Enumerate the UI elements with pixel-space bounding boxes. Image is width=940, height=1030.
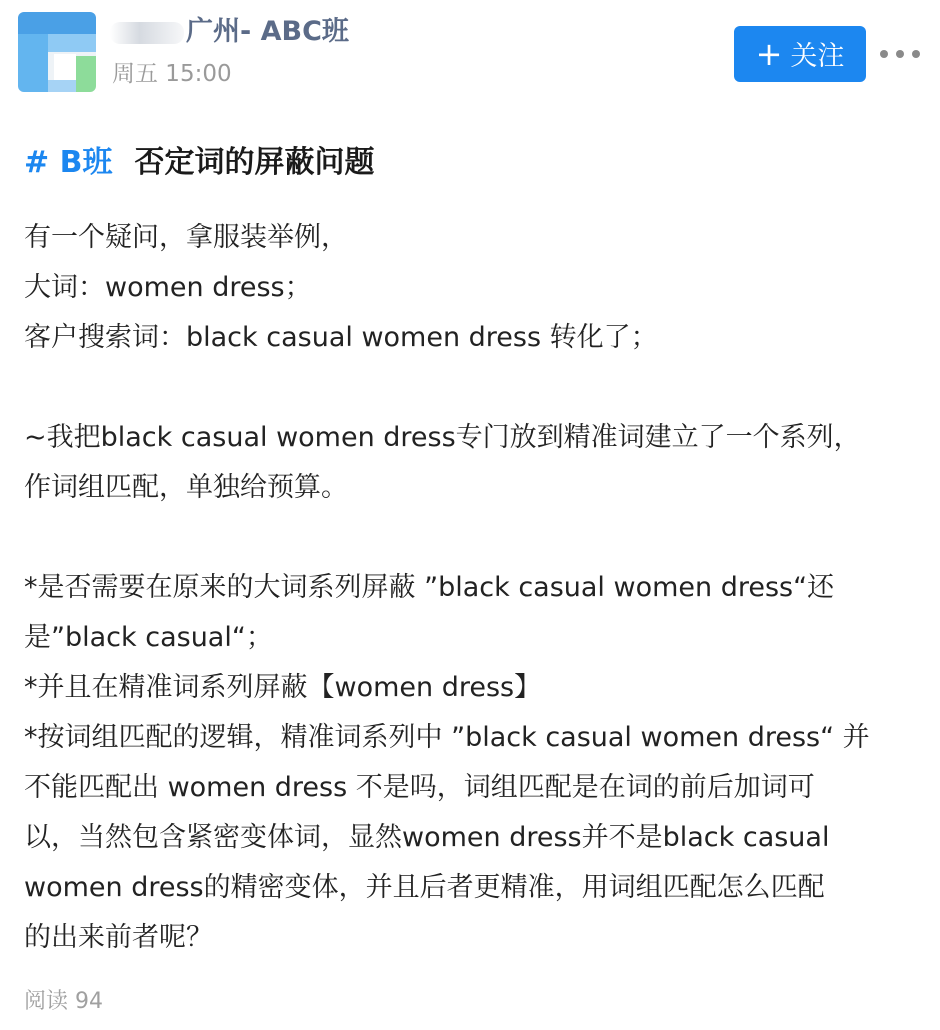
avatar[interactable] xyxy=(18,12,96,92)
body-line: *并且在精准词系列屏蔽【women dress】 xyxy=(24,672,542,703)
group-name-text: 广州- ABC班 xyxy=(186,16,349,47)
post-title-text: 否定词的屏蔽问题 xyxy=(134,145,375,180)
body-line: 的出来前者呢？ xyxy=(24,922,213,953)
body-line: 是”black casual“； xyxy=(24,622,273,653)
read-count: 阅读 94 xyxy=(24,989,103,1014)
body-line: 作词组匹配，单独给预算。 xyxy=(24,472,348,503)
body-line: *按词组匹配的逻辑，精准词系列中 ”black casual women dress“ 并 xyxy=(24,722,870,753)
body-line: 不能匹配出 women dress 不是吗，词组匹配是在词的前后加词可 xyxy=(24,772,815,803)
body-blank-line xyxy=(24,363,924,413)
body-line: *是否需要在原来的大词系列屏蔽 ”black casual women dress“还 xyxy=(24,572,835,603)
body-line: 大词：women dress； xyxy=(24,272,312,303)
post-title xyxy=(24,140,374,186)
blurred-name-segment xyxy=(110,22,184,44)
group-name[interactable] xyxy=(110,12,349,52)
body-line: women dress的精密变体，并且后者更精准，用词组匹配怎么匹配 xyxy=(24,872,825,903)
topic-tag[interactable]: # B班 xyxy=(24,145,113,180)
body-line: 以，当然包含紧密变体词，显然women dress并不是black casual xyxy=(24,822,830,853)
more-dots-icon[interactable] xyxy=(880,36,920,72)
plus-icon: + xyxy=(755,35,783,73)
post-header xyxy=(0,0,940,110)
post-time: 周五 15:00 xyxy=(112,61,232,87)
body-line: ~我把black casual women dress专门放到精准词建立了一个系列， xyxy=(24,422,861,453)
body-blank-line xyxy=(24,513,924,563)
post-body xyxy=(24,213,924,963)
follow-button[interactable] xyxy=(734,26,866,82)
follow-label: 关注 xyxy=(790,41,845,72)
body-line: 有一个疑问，拿服装举例， xyxy=(24,222,348,253)
body-line: 客户搜索词：black casual women dress 转化了； xyxy=(24,322,658,353)
